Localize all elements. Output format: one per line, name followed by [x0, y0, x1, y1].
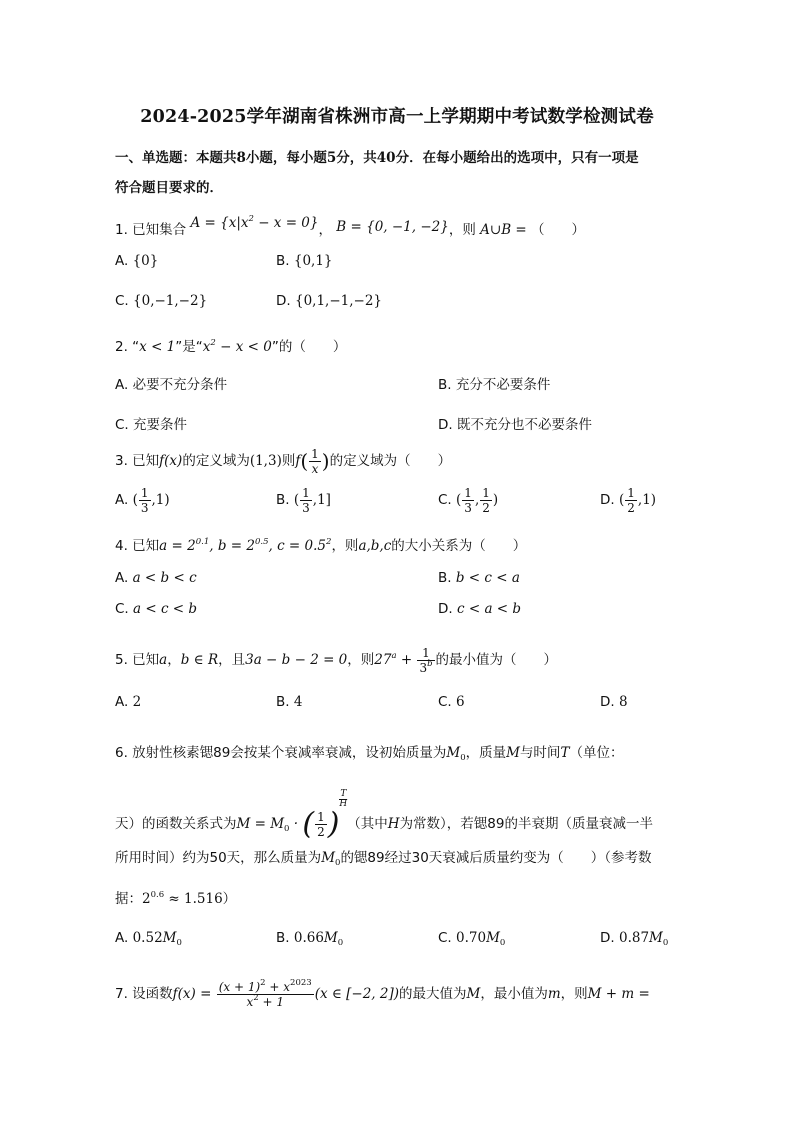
q3-a-label: A.	[115, 492, 129, 508]
q6-l3a: 所用时间）约为50天，那么质量为	[115, 850, 322, 866]
q6-c-unit: $M_0$	[486, 930, 506, 948]
q1-c-value: {0,−1,−2}	[133, 293, 208, 309]
q2-d-value: 既不充分也不必要条件	[456, 417, 592, 433]
q6-b-value: 0.66	[293, 930, 324, 946]
q4-text-c: 的大小关系为（ ）	[391, 538, 527, 554]
q3-text-d: 的定义域为（ ）	[329, 453, 452, 469]
q4-vars: a,b,c	[358, 538, 392, 554]
q1-d-value: {0,1,−1,−2}	[294, 293, 383, 309]
q2-cond1: x < 1	[139, 339, 176, 355]
q2-c-value: 充要条件	[133, 417, 188, 433]
q7-text-c: ，最小值为	[480, 986, 548, 1002]
q3-text-a: 3. 已知	[115, 453, 160, 469]
q5-sep: ，	[167, 652, 181, 668]
q3-d-label: D.	[600, 492, 615, 508]
q6-b-label: B.	[276, 930, 290, 946]
q6-c-value: 0.70	[456, 930, 487, 946]
q2-text: 2. “	[115, 339, 140, 355]
q5-option-b	[276, 694, 302, 710]
q5-b-value: 4	[293, 694, 303, 710]
question-6-line4	[115, 887, 236, 907]
q3-d-value: ( $\frac{1}{2}$ ,1)	[618, 486, 657, 515]
q6-b-unit: $M_0$	[323, 930, 344, 948]
q4-a-label: A.	[115, 570, 129, 586]
q6-l4a: 据：	[115, 891, 142, 907]
q3-b-label: B.	[276, 492, 290, 508]
q6-option-d	[600, 930, 668, 946]
question-4-stem	[115, 534, 526, 554]
q6-ref-power: $2^{0.6}$	[142, 890, 165, 907]
question-7-stem	[115, 980, 650, 1009]
q5-a-label: A.	[115, 694, 129, 710]
q5-option-c	[438, 694, 465, 710]
q4-d-value: c < a < b	[456, 601, 522, 617]
q4-a-value: a < b < c	[132, 570, 197, 586]
q3-text-b: 的定义域为	[182, 453, 250, 469]
q7-text-d: ，则	[560, 986, 588, 1002]
q1-blank: （ ）	[531, 222, 586, 238]
q4-text-a: 4. 已知	[115, 538, 160, 554]
q7-m: m	[547, 986, 561, 1002]
q3-a-value: ( $\frac{1}{3}$ ,1)	[132, 486, 170, 515]
q1-expr: A∪B =	[480, 222, 527, 238]
q3-c-value: ( $\frac{1}{3}$ , $\frac{1}{2}$ )	[456, 486, 499, 515]
q4-c-label: C.	[115, 601, 129, 617]
q6-l2c: 为常数），若锶89的半衰期（质量衰减一半	[399, 816, 653, 832]
q5-b-label: B.	[276, 694, 290, 710]
q6-l1b: ，质量	[465, 745, 507, 761]
q3-option-b	[276, 486, 331, 515]
q6-t: T	[560, 745, 570, 761]
q1-set-a: $A = \{x|x^2 - x = 0\}$	[190, 214, 319, 231]
q3-c-label: C.	[438, 492, 452, 508]
q4-b-label: B.	[438, 570, 452, 586]
q2-option-a	[115, 373, 227, 393]
section-heading-line1: 一、单选题：本题共8小题，每小题5分，共40分．在每小题给出的选项中，只有一项是	[115, 150, 639, 166]
q3-option-a	[115, 486, 170, 515]
section-heading-line2: 符合题目要求的．	[115, 180, 223, 196]
question-6-line1	[115, 741, 623, 761]
q5-text-a: 5. 已知	[115, 652, 160, 668]
q2-b-value: 充分不必要条件	[455, 377, 551, 393]
q4-option-b	[438, 570, 520, 586]
q7-M: M	[466, 986, 481, 1002]
q1-a-value: {0}	[132, 253, 159, 269]
q5-a-value: 2	[132, 694, 142, 710]
q1-text-b: ，则	[448, 222, 476, 238]
q4-definitions: $a = 2^{0.1}$, $b = 2^{0.5}$, $c = 0.5^2$	[159, 537, 332, 554]
q1-option-c	[115, 293, 207, 309]
q6-l1d: （单位：	[569, 745, 624, 761]
q2-c-label: C.	[115, 417, 129, 433]
q1-text: 1. 已知集合	[115, 222, 187, 238]
question-3-stem: 3. 已知f(x)的定义域为(1,3)则f( $\frac{1}{x}$ )的定义域为（ ）	[115, 446, 452, 476]
q2-a-label: A.	[115, 377, 129, 393]
q4-text-b: ，则	[331, 538, 359, 554]
q1-set-b: B = {0, −1, −2}	[336, 219, 449, 235]
q5-b: b ∈ R	[180, 652, 219, 668]
page-title: 2024-2025学年湖南省株洲市高一上学期期中考试数学检测试卷	[140, 107, 654, 127]
question-5-stem	[115, 646, 557, 675]
q6-l4b: ≈ 1.516）	[168, 891, 237, 907]
q6-option-b	[276, 930, 343, 946]
q1-a-label: A.	[115, 253, 129, 269]
q2-option-c	[115, 413, 187, 433]
q4-option-d	[438, 601, 521, 617]
q4-c-value: a < c < b	[133, 601, 198, 617]
q5-c-label: C.	[438, 694, 452, 710]
q6-l1: 6. 放射性核素锶89会按某个衰减率衰减，设初始质量为	[115, 745, 447, 761]
q7-text-b: 的最大值为	[399, 986, 467, 1002]
q1-option-b	[276, 253, 333, 269]
q1-comma: ，	[318, 222, 332, 238]
q5-c-value: 6	[456, 694, 465, 710]
q5-option-d	[600, 694, 628, 710]
q5-d-value: 8	[618, 694, 628, 710]
q6-option-c	[438, 930, 505, 946]
q6-c-label: C.	[438, 930, 452, 946]
q5-option-a	[115, 694, 141, 710]
q6-formula: $M = M_0$ · ( $\frac{1}{2}$ ) $\frac{T}{H}$	[236, 789, 348, 842]
q6-m0: $M_0$	[446, 745, 466, 763]
q7-text-a: 7. 设函数	[115, 986, 173, 1002]
q2-option-d	[438, 413, 592, 433]
q2-cond2: $x^2 - x < 0$	[202, 338, 272, 355]
q1-c-label: C.	[115, 293, 129, 309]
q5-text-d: 的最小值为（ ）	[435, 652, 558, 668]
q7-expr: M + m =	[587, 986, 650, 1002]
q5-equation: 3a − b − 2 = 0	[245, 652, 348, 668]
q6-l1c: 与时间	[519, 745, 561, 761]
q1-b-label: B.	[276, 253, 290, 269]
q2-end: ”的（ ）	[271, 339, 347, 355]
q2-b-label: B.	[438, 377, 452, 393]
q5-d-label: D.	[600, 694, 615, 710]
q6-a-value: 0.52	[132, 930, 163, 946]
q4-option-a	[115, 570, 197, 586]
q3-option-d	[600, 486, 656, 515]
q6-d-label: D.	[600, 930, 615, 946]
q3-fx: f(x)	[159, 453, 183, 469]
q1-b-value: {0,1}	[293, 253, 333, 269]
q2-mid: ”是“	[175, 339, 203, 355]
q6-l3b: 的锶89经过30天衰减后质量约变为（ ）（参考数	[340, 850, 652, 866]
question-2-stem	[115, 335, 346, 355]
q6-m: M	[506, 745, 520, 761]
q3-option-c	[438, 486, 498, 515]
q6-a-label: A.	[115, 930, 129, 946]
q6-m0-b: $M_0$	[321, 850, 341, 868]
q6-l2a: 天）的函数关系式为	[115, 816, 237, 832]
q4-b-value: b < c < a	[455, 570, 520, 586]
q6-option-a	[115, 930, 182, 946]
q4-option-c	[115, 601, 197, 617]
q2-option-b	[438, 373, 550, 393]
q6-a-unit: $M_0$	[162, 930, 182, 948]
q3-fraction-1-over-x: $\frac{1}{x}$	[311, 446, 319, 476]
q5-a: a	[159, 652, 168, 668]
q6-h: H	[387, 816, 400, 832]
q6-d-unit: $M_0$	[649, 930, 669, 948]
q1-d-label: D.	[276, 293, 291, 309]
q7-function: f(x) = $\frac{(x + 1)^2 + x^{2023}}{x^2 + 1}$ (x ∈ [−2, 2])	[172, 978, 400, 1009]
q3-text-c: 则	[281, 453, 296, 469]
q2-d-label: D.	[438, 417, 453, 433]
q2-a-value: 必要不充分条件	[132, 377, 228, 393]
q3-domain: (1,3)	[249, 453, 282, 469]
q1-option-a	[115, 253, 158, 269]
q3-b-value: ( $\frac{1}{3}$ ,1]	[293, 486, 331, 515]
q5-text-c: ，则	[347, 652, 375, 668]
question-6-line3	[115, 846, 652, 866]
q5-text-b: ，且	[218, 652, 246, 668]
q6-l2b: （其中	[347, 816, 388, 832]
q6-d-value: 0.87	[618, 930, 650, 946]
q1-option-d	[276, 293, 382, 309]
q5-expression: $27^a$ + $\frac{1}{3^b}$	[374, 646, 433, 675]
q3-f: f	[295, 453, 301, 469]
q4-d-label: D.	[438, 601, 453, 617]
question-1-stem	[115, 214, 586, 238]
question-6-line2	[115, 790, 653, 840]
